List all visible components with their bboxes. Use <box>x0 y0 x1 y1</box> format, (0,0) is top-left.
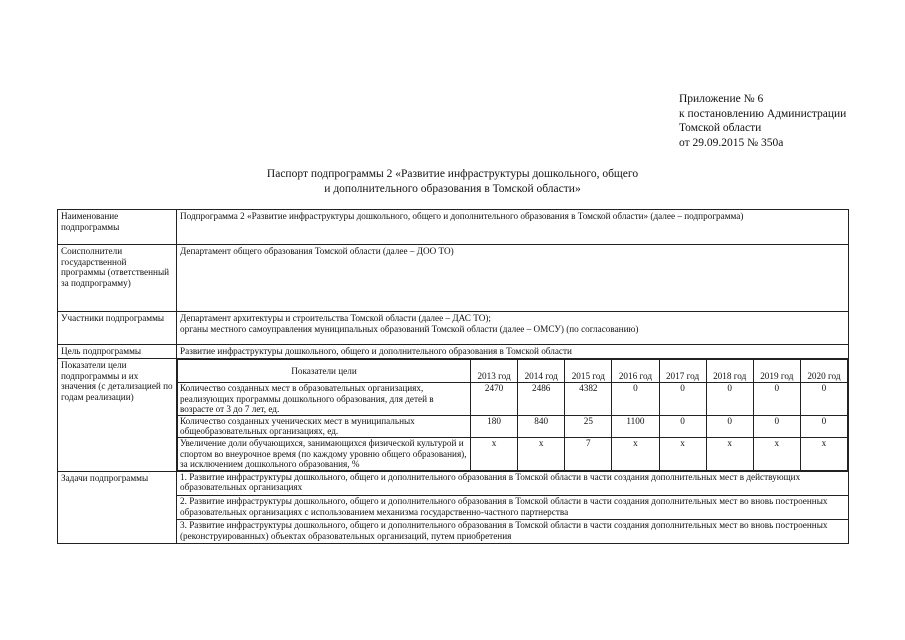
row-indicators <box>58 359 849 472</box>
row-value: Департамент общего образования Томской области (далее – ДОО ТО) <box>177 245 849 312</box>
indicator-name: Количество созданных ученических мест в муниципальных общеобразовательных организациях, ед. <box>178 415 471 437</box>
indicator-value: 2470 <box>471 383 518 416</box>
indicator-value: 25 <box>565 415 612 437</box>
indicators-header-row <box>178 360 848 383</box>
row-label: Показатели цели подпрограммы и их значения (с детализацией по годам реализации) <box>58 359 177 472</box>
task-item: 1. Развитие инфраструктуры дошкольного, общего и дополнительного образования в Томской области в части создания дополнительных мест в действующих образовательных организациях <box>177 472 848 496</box>
table-row <box>178 415 848 437</box>
appendix-block <box>679 92 846 150</box>
indicator-value: x <box>800 437 847 470</box>
row-label: Соисполнители государственной программы (ответственный за подпрограмму) <box>58 245 177 312</box>
indicator-value: 0 <box>659 383 706 416</box>
indicator-value: 0 <box>659 415 706 437</box>
participant-line: Департамент архитектуры и строительства Томской области (далее – ДАС ТО); <box>180 313 491 323</box>
indicator-value: 4382 <box>565 383 612 416</box>
indicator-value: x <box>518 437 565 470</box>
indicators-header: Показатели цели <box>178 360 471 383</box>
indicator-value: 0 <box>706 415 753 437</box>
indicator-value: 7 <box>565 437 612 470</box>
indicator-value: x <box>706 437 753 470</box>
indicator-value: x <box>612 437 659 470</box>
row-label: Наименование подпрограммы <box>58 210 177 245</box>
row-value: Подпрограмма 2 «Развитие инфраструктуры дошкольного, общего и дополнительного образования в Томской области» (далее – подпрограмма) <box>177 210 849 245</box>
indicator-value: x <box>471 437 518 470</box>
indicator-value: 180 <box>471 415 518 437</box>
indicator-value: 0 <box>800 383 847 416</box>
appendix-line: от 29.09.2015 № 350а <box>679 136 784 149</box>
task-item: 2. Развитие инфраструктуры дошкольного, общего и дополнительного образования в Томской области в части создания дополнительных мест во вновь построенных образовательных организациях с использованием механизма государственно-частного партнерства <box>177 496 848 520</box>
year-header: 2020 год <box>800 360 847 383</box>
row-name <box>58 210 849 245</box>
indicators-table <box>177 359 848 471</box>
year-header: 2016 год <box>612 360 659 383</box>
row-value <box>177 312 849 345</box>
year-header: 2015 год <box>565 360 612 383</box>
row-tasks <box>58 471 849 544</box>
row-participants <box>58 312 849 345</box>
indicator-name: Увеличение доли обучающихся, занимающихся физической культурой и спортом во внеурочное время (по каждому уровню общего образования), за исключением дошкольного образования, % <box>178 437 471 470</box>
year-header: 2014 год <box>518 360 565 383</box>
appendix-line: Приложение № 6 <box>679 93 764 105</box>
indicator-value: x <box>753 437 800 470</box>
row-goal <box>58 345 849 359</box>
row-label: Участники подпрограммы <box>58 312 177 345</box>
title-line: Паспорт подпрограммы 2 «Развитие инфраструктуры дошкольного, общего <box>266 168 639 180</box>
indicator-value: 840 <box>518 415 565 437</box>
participant-line: органы местного самоуправления муниципальных образований Томской области (далее – ОМСУ) (по согласованию) <box>180 323 639 334</box>
indicators-cell <box>177 359 849 472</box>
indicator-value: 0 <box>706 383 753 416</box>
year-header: 2018 год <box>706 360 753 383</box>
title-line: и дополнительного образования в Томской области» <box>324 182 581 195</box>
indicator-value: 1100 <box>612 415 659 437</box>
page-title <box>180 167 725 196</box>
table-row <box>178 437 848 470</box>
indicator-name: Количество созданных мест в образовательных организациях, реализующих программы дошкольного образования, для детей в возрасте от 3 до 7 лет, ед. <box>178 383 471 416</box>
row-value: Развитие инфраструктуры дошкольного, общего и дополнительного образования в Томской области <box>177 345 849 359</box>
appendix-line: Томской области <box>679 122 762 134</box>
appendix-line: к постановлению Администрации <box>679 107 847 120</box>
indicator-value: 0 <box>800 415 847 437</box>
year-header: 2013 год <box>471 360 518 383</box>
indicator-value: 0 <box>753 383 800 416</box>
row-label: Цель подпрограммы <box>58 345 177 359</box>
year-header: 2017 год <box>659 360 706 383</box>
row-label: Задачи подпрограммы <box>58 471 177 544</box>
table-row <box>178 383 848 416</box>
indicator-value: 0 <box>612 383 659 416</box>
year-header: 2019 год <box>753 360 800 383</box>
task-item: 3. Развитие инфраструктуры дошкольного, общего и дополнительного образования в Томской области в части создания дополнительных мест во вновь построенных (реконструированных) объектах образовательных организаций, путем приобретения <box>180 520 828 541</box>
tasks-cell <box>177 471 849 544</box>
indicator-value: 0 <box>753 415 800 437</box>
row-coexecutors <box>58 245 849 312</box>
passport-table <box>57 209 849 544</box>
indicator-value: x <box>659 437 706 470</box>
indicator-value: 2486 <box>518 383 565 416</box>
